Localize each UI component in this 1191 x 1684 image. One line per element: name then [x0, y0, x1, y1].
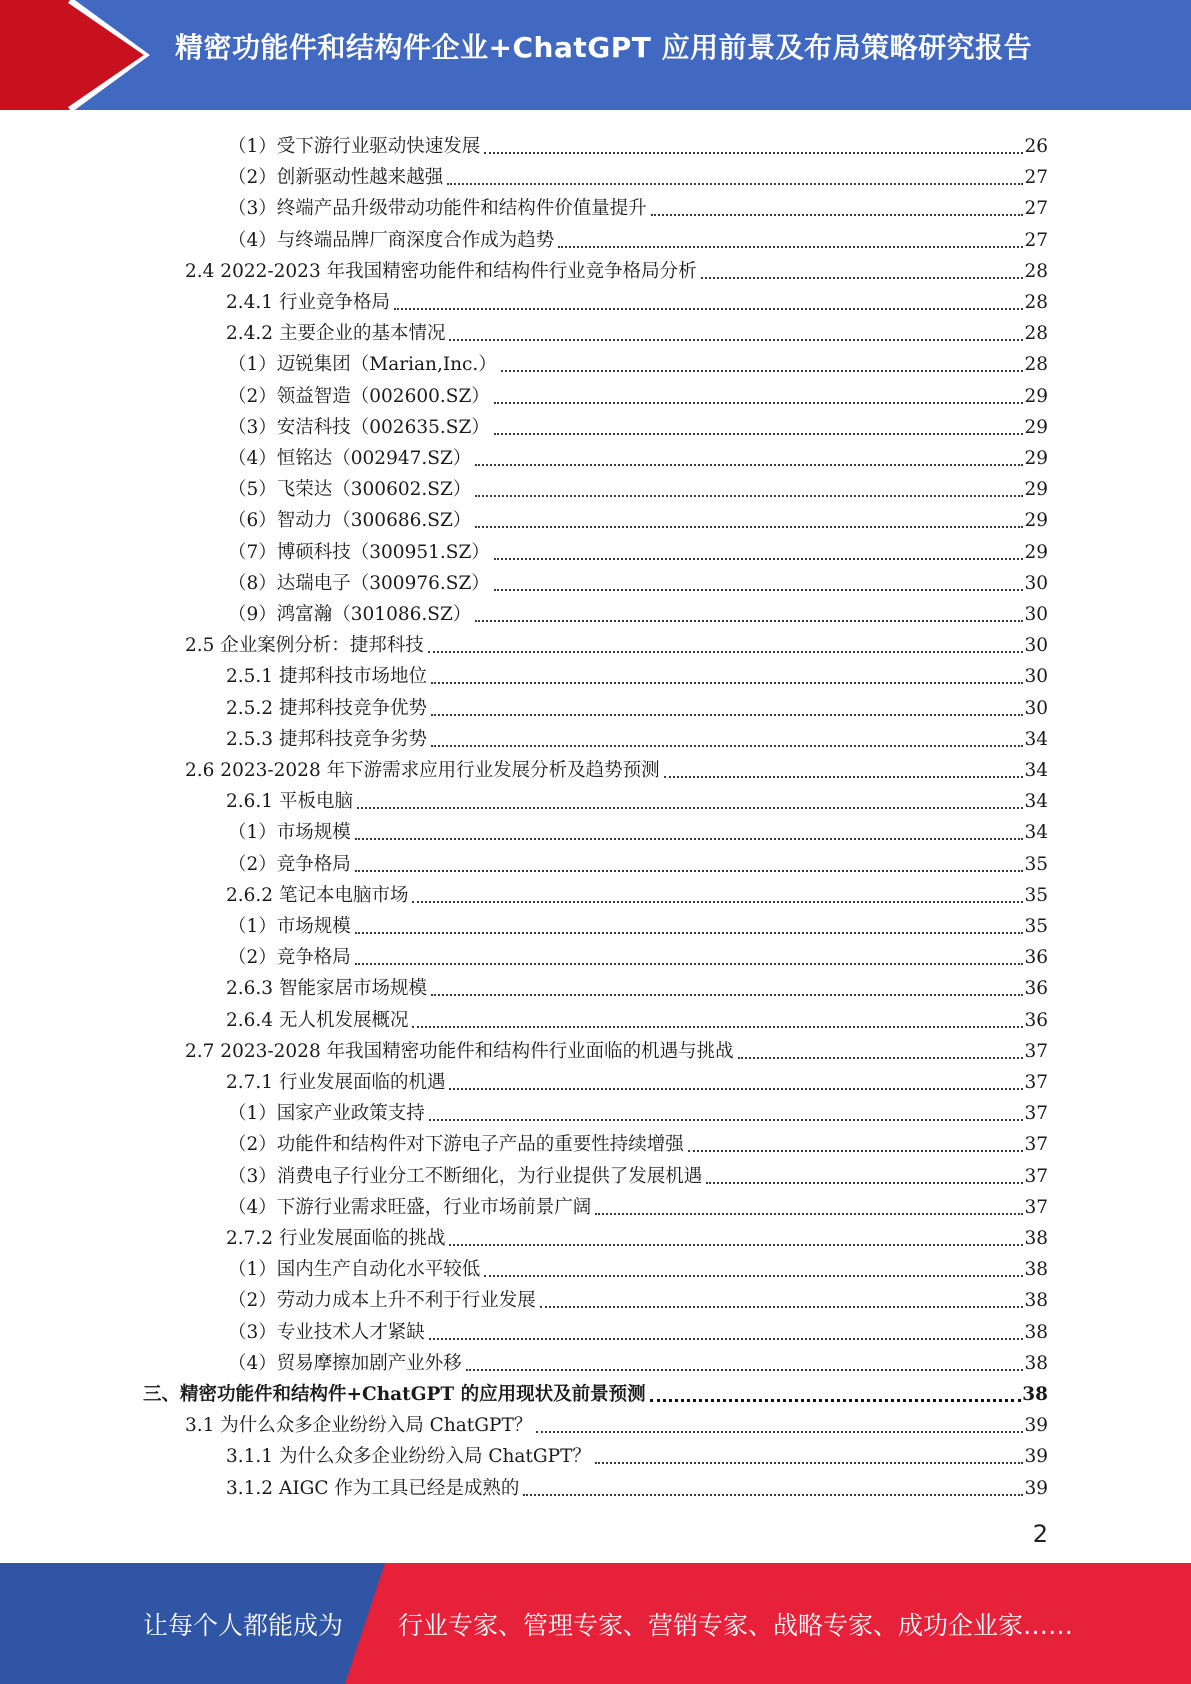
- toc-entry-page: 34: [1024, 822, 1048, 844]
- toc-entry-page: 38: [1024, 1259, 1048, 1281]
- toc-entry[interactable]: [185, 1033, 1048, 1064]
- toc-entry[interactable]: [143, 1376, 1048, 1407]
- toc-entry[interactable]: [228, 939, 1048, 970]
- toc-leader-dots: [536, 1414, 1023, 1438]
- toc-leader-dots: [431, 728, 1023, 752]
- toc-entry[interactable]: [228, 1158, 1048, 1189]
- toc-entry[interactable]: [228, 1126, 1048, 1157]
- report-title: 精密功能件和结构件企业+ChatGPT 应用前景及布局策略研究报告: [175, 31, 1033, 64]
- toc-leader-dots: [595, 1445, 1024, 1469]
- toc-leader-dots: [475, 509, 1023, 533]
- toc-leader-dots: [688, 1133, 1024, 1157]
- toc-entry[interactable]: [228, 846, 1048, 877]
- toc-leader-dots: [494, 541, 1024, 565]
- toc-entry[interactable]: [228, 222, 1048, 253]
- toc-leader-dots: [706, 1165, 1023, 1189]
- toc-entry-page: 29: [1024, 448, 1048, 469]
- toc-entry[interactable]: [226, 315, 1048, 346]
- toc-leader-dots: [501, 353, 1024, 377]
- toc-entry-page: 37: [1024, 1196, 1048, 1218]
- toc-entry-page: 30: [1024, 666, 1048, 688]
- toc-leader-dots: [394, 291, 1023, 315]
- toc-leader-dots: [558, 229, 1023, 253]
- toc-entry[interactable]: [226, 1002, 1048, 1033]
- toc-leader-dots: [431, 665, 1023, 689]
- toc-entry-label: 2.6.3 智能家居市场规模: [226, 978, 427, 1000]
- toc-leader-dots: [484, 1258, 1023, 1282]
- toc-leader-dots: [431, 977, 1023, 1001]
- toc-entry-label: （6）智动力（300686.SZ）: [228, 510, 472, 532]
- toc-entry-label: 2.7 2023-2028 年我国精密功能件和结构件行业面临的机遇与挑战: [185, 1040, 734, 1062]
- toc-entry-label: 2.4 2022-2023 年我国精密功能件和结构件行业竞争格局分析: [185, 260, 697, 282]
- toc-entry-label: 2.4.2 主要企业的基本情况: [226, 323, 446, 345]
- toc-entry-label: 2.4.1 行业竞争格局: [226, 292, 390, 313]
- toc-entry[interactable]: [226, 1220, 1048, 1251]
- toc-leader-dots: [449, 1071, 1023, 1095]
- toc-leader-dots: [475, 603, 1023, 627]
- toc-entry-label: （5）飞荣达（300602.SZ）: [228, 479, 472, 501]
- toc-entry-label: 3.1.2 AIGC 作为工具已经是成熟的: [226, 1477, 520, 1499]
- toc-entry-label: 3.1.1 为什么众多企业纷纷入局 ChatGPT？: [226, 1446, 591, 1468]
- toc-entry[interactable]: [228, 378, 1048, 409]
- toc-entry-label: （2）功能件和结构件对下游电子产品的重要性持续增强: [228, 1134, 684, 1156]
- toc-leader-dots: [664, 759, 1024, 783]
- toc-leader-dots: [429, 1102, 1024, 1126]
- toc-entry-page: 35: [1024, 853, 1048, 875]
- toc-entry[interactable]: [185, 752, 1048, 783]
- toc-entry-page: 35: [1024, 884, 1048, 906]
- toc-entry-label: （1）市场规模: [228, 822, 351, 844]
- toc-entry-label: （1）国家产业政策支持: [228, 1103, 425, 1125]
- toc-leader-dots: [355, 946, 1024, 970]
- toc-entry-label: 2.5.3 捷邦科技竞争劣势: [226, 728, 427, 750]
- toc-entry-page: 28: [1024, 323, 1048, 345]
- toc-entry-page: 36: [1024, 978, 1048, 1000]
- toc-entry-page: 26: [1024, 136, 1048, 157]
- toc-entry-page: 39: [1024, 1446, 1048, 1468]
- toc-entry-label: 2.5.2 捷邦科技竞争优势: [226, 697, 427, 719]
- toc-leader-dots: [412, 1009, 1023, 1033]
- toc-entry[interactable]: [228, 1189, 1048, 1220]
- page-footer: [0, 1563, 1191, 1684]
- toc-entry-label: 2.7.2 行业发展面临的挑战: [226, 1228, 446, 1249]
- toc-entry[interactable]: [228, 1251, 1048, 1282]
- toc-entry-label: （2）竞争格局: [228, 947, 351, 969]
- toc-entry-page: 34: [1024, 728, 1048, 750]
- toc-leader-dots: [701, 260, 1024, 284]
- toc-leader-dots: [449, 322, 1023, 346]
- toc-entry-page: 36: [1024, 1009, 1048, 1031]
- toc-entry[interactable]: [226, 1438, 1048, 1469]
- toc-entry-label: （7）博硕科技（300951.SZ）: [228, 541, 490, 563]
- toc-entry[interactable]: [226, 1064, 1048, 1095]
- toc-entry-page: 29: [1024, 385, 1048, 407]
- toc-entry[interactable]: [185, 1407, 1048, 1438]
- toc-leader-dots: [494, 385, 1024, 409]
- toc-entry-page: 29: [1024, 541, 1048, 563]
- toc-entry[interactable]: [226, 970, 1048, 1001]
- toc-entry[interactable]: [228, 596, 1048, 627]
- toc-entry-page: 37: [1024, 1072, 1048, 1093]
- toc-leader-dots: [466, 1352, 1024, 1376]
- toc-leader-dots: [651, 197, 1024, 221]
- toc-entry-label: （3）终端产品升级带动功能件和结构件价值量提升: [228, 198, 647, 220]
- toc-entry[interactable]: [228, 346, 1048, 377]
- toc-entry-page: 36: [1024, 947, 1048, 969]
- toc-entry-page: 34: [1024, 760, 1048, 781]
- toc-entry-label: （2）劳动力成本上升不利于行业发展: [228, 1290, 536, 1312]
- toc-leader-dots: [523, 1477, 1023, 1501]
- toc-entry-page: 39: [1024, 1477, 1048, 1499]
- toc-entry-page: 28: [1024, 292, 1048, 313]
- toc-leader-dots: [412, 884, 1023, 908]
- toc-entry-label: （4）贸易摩擦加剧产业外移: [228, 1352, 462, 1374]
- toc-entry-label: （1）迈锐集团（Marian,Inc.）: [228, 354, 497, 376]
- toc-entry-page: 29: [1024, 416, 1048, 438]
- toc-entry-page: 30: [1024, 697, 1048, 719]
- toc-entry[interactable]: [226, 658, 1048, 689]
- toc-entry[interactable]: [228, 1282, 1048, 1313]
- toc-entry-label: （2）竞争格局: [228, 853, 351, 875]
- page-number: 2: [1032, 1520, 1048, 1548]
- toc-entry-label: 2.6 2023-2028 年下游需求应用行业发展分析及趋势预测: [185, 760, 660, 781]
- toc-entry-label: （1）国内生产自动化水平较低: [228, 1259, 481, 1281]
- toc-entry-page: 38: [1024, 1228, 1048, 1249]
- toc-entry[interactable]: [228, 1345, 1048, 1376]
- toc-entry-label: （3）安洁科技（002635.SZ）: [228, 416, 490, 438]
- toc-entry-page: 30: [1024, 572, 1048, 594]
- footer-slogan-right: 行业专家、管理专家、营销专家、战略专家、成功企业家……: [398, 1611, 1074, 1640]
- toc-entry-page: 28: [1024, 260, 1048, 282]
- toc-entry-page: 37: [1024, 1040, 1048, 1062]
- toc-entry-label: 三、精密功能件和结构件+ChatGPT 的应用现状及前景预测: [143, 1384, 646, 1405]
- toc-entry[interactable]: [226, 721, 1048, 752]
- toc-entry[interactable]: [228, 814, 1048, 845]
- toc-entry-label: 2.6.1 平板电脑: [226, 791, 353, 813]
- toc-entry-label: 2.5 企业案例分析：捷邦科技: [185, 635, 424, 657]
- toc-entry-label: （8）达瑞电子（300976.SZ）: [228, 572, 490, 594]
- toc-leader-dots: [355, 853, 1024, 877]
- toc-entry[interactable]: [228, 908, 1048, 939]
- toc-entry-label: （4）与终端品牌厂商深度合作成为趋势: [228, 229, 555, 251]
- toc-entry[interactable]: [228, 159, 1048, 190]
- toc-entry[interactable]: [228, 471, 1048, 502]
- toc-entry[interactable]: [226, 783, 1048, 814]
- toc-entry-page: 37: [1024, 1165, 1048, 1187]
- toc-entry-page: 38: [1022, 1384, 1048, 1405]
- toc-entry[interactable]: [228, 1314, 1048, 1345]
- toc-entry-label: （1）受下游行业驱动快速发展: [228, 136, 481, 157]
- toc-leader-dots: [494, 572, 1024, 596]
- toc-entry-label: （1）市场规模: [228, 916, 351, 937]
- toc-leader-dots: [428, 634, 1024, 658]
- toc-entry-label: 3.1 为什么众多企业纷纷入局 ChatGPT？: [185, 1415, 533, 1437]
- toc-leader-dots: [738, 1040, 1024, 1064]
- toc-entry[interactable]: [228, 440, 1048, 471]
- toc-entry-page: 28: [1024, 354, 1048, 376]
- toc-leader-dots: [449, 1227, 1023, 1251]
- toc-entry-label: （4）恒铭达（002947.SZ）: [228, 448, 472, 469]
- toc-entry[interactable]: [226, 1470, 1048, 1501]
- toc-entry-label: （3）专业技术人才紧缺: [228, 1321, 425, 1343]
- toc-entry-label: （2）创新驱动性越来越强: [228, 167, 444, 189]
- toc-entry[interactable]: [228, 502, 1048, 533]
- toc-entry-page: 34: [1024, 791, 1048, 813]
- toc-entry-page: 30: [1024, 604, 1048, 625]
- toc-entry[interactable]: [228, 534, 1048, 565]
- toc-entry[interactable]: [228, 128, 1048, 159]
- toc-entry[interactable]: [226, 690, 1048, 721]
- toc-entry-label: （4）下游行业需求旺盛，行业市场前景广阔: [228, 1196, 592, 1218]
- toc-entry[interactable]: [185, 253, 1048, 284]
- toc-entry-label: 2.5.1 捷邦科技市场地位: [226, 666, 427, 688]
- toc-entry-label: 2.7.1 行业发展面临的机遇: [226, 1072, 446, 1093]
- toc-entry[interactable]: [226, 284, 1048, 315]
- toc-entry-page: 38: [1024, 1352, 1048, 1374]
- toc-entry-page: 37: [1024, 1103, 1048, 1125]
- toc-leader-dots: [447, 166, 1023, 190]
- toc-entry[interactable]: [185, 627, 1048, 658]
- toc-entry-page: 29: [1024, 510, 1048, 532]
- toc-entry-page: 27: [1024, 229, 1048, 251]
- toc-leader-dots: [475, 447, 1023, 471]
- toc-entry-page: 38: [1024, 1321, 1048, 1343]
- toc-entry-label: 2.6.4 无人机发展概况: [226, 1009, 409, 1031]
- toc-leader-dots: [429, 1321, 1024, 1345]
- page-header: [0, 0, 1191, 110]
- toc-entry-page: 27: [1024, 167, 1048, 189]
- toc-entry-page: 35: [1024, 916, 1048, 937]
- toc-leader-dots: [650, 1383, 1022, 1407]
- toc-entry-label: 2.6.2 笔记本电脑市场: [226, 884, 409, 906]
- toc-leader-dots: [431, 697, 1023, 721]
- toc-entry-page: 39: [1024, 1415, 1048, 1437]
- toc-entry[interactable]: [228, 565, 1048, 596]
- toc-entry-page: 30: [1024, 635, 1048, 657]
- toc-leader-dots: [355, 821, 1024, 845]
- toc-entry[interactable]: [228, 1095, 1048, 1126]
- toc-leader-dots: [475, 478, 1023, 502]
- toc-entry[interactable]: [228, 190, 1048, 221]
- toc-leader-dots: [540, 1289, 1024, 1313]
- toc-leader-dots: [484, 135, 1023, 159]
- toc-entry-label: （2）领益智造（002600.SZ）: [228, 385, 490, 407]
- toc-leader-dots: [355, 915, 1024, 939]
- toc-entry[interactable]: [228, 409, 1048, 440]
- toc-leader-dots: [357, 790, 1024, 814]
- toc-entry-page: 29: [1024, 479, 1048, 501]
- toc-entry-label: （9）鸿富瀚（301086.SZ）: [228, 604, 472, 625]
- toc-entry-label: （3）消费电子行业分工不断细化，为行业提供了发展机遇: [228, 1165, 703, 1187]
- toc-leader-dots: [494, 416, 1024, 440]
- footer-slogan-left: 让每个人都能成为: [143, 1611, 344, 1640]
- toc-entry[interactable]: [226, 877, 1048, 908]
- toc-entry-page: 37: [1024, 1134, 1048, 1156]
- toc-entry-page: 27: [1024, 198, 1048, 220]
- toc-entry-page: 38: [1024, 1290, 1048, 1312]
- toc-leader-dots: [595, 1196, 1023, 1220]
